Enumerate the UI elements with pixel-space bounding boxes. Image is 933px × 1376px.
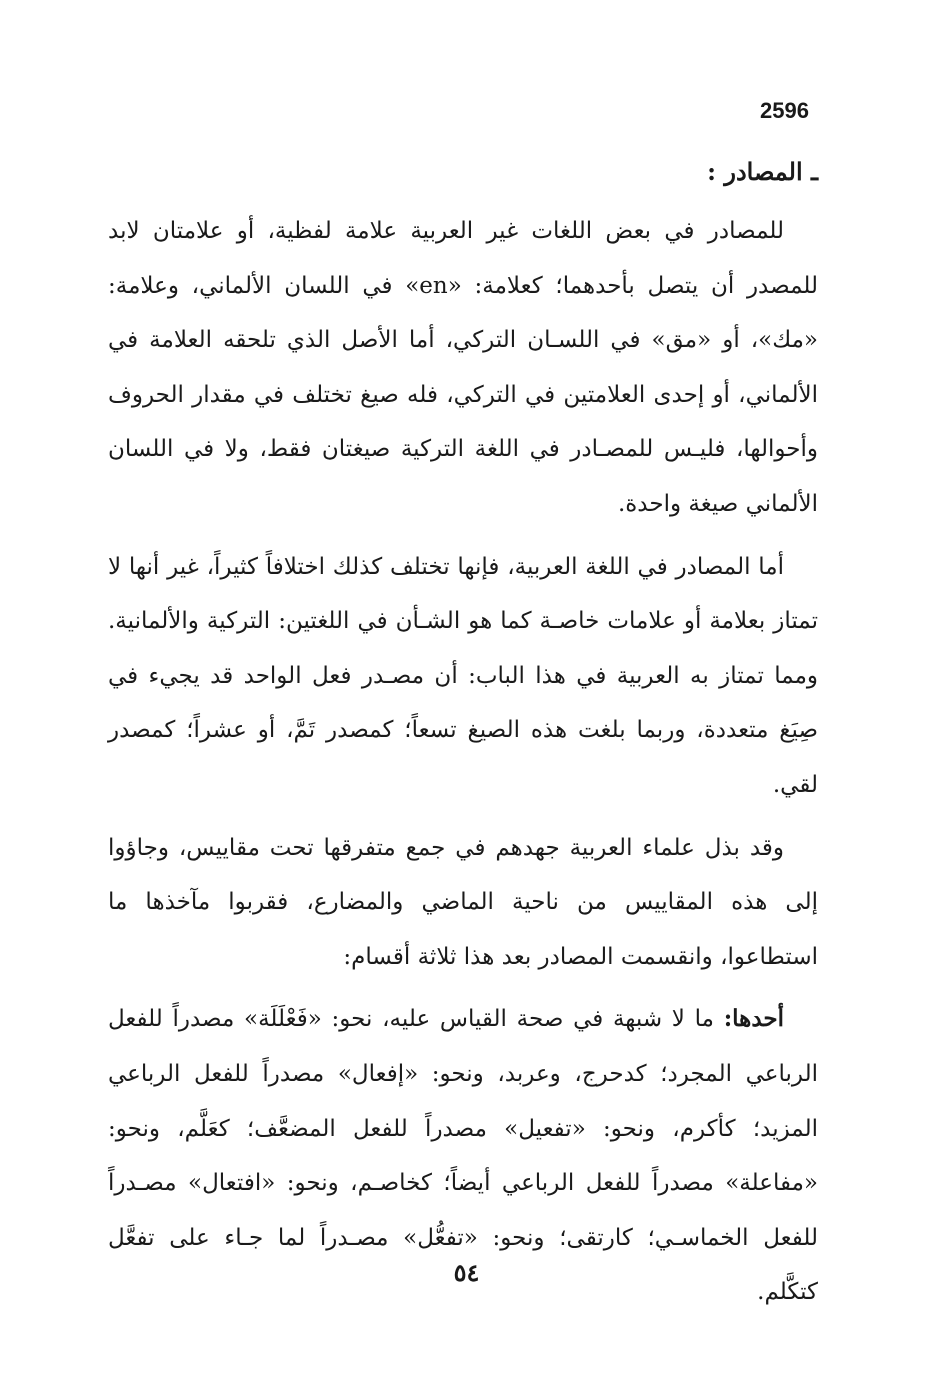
paragraph-lead-word: أحدها: <box>723 1005 784 1033</box>
paragraph: وقد بذل علماء العربية جهدهم في جمع متفرقها تحت مقاييس، وجاؤوا إلى هذه المقاييس من ناحية الماضي والمضارع، فقربوا مآخذها ما استطاعوا، وانقسمت المصادر بعد هذا ثلاثة أقسام: <box>108 834 818 970</box>
paragraph: أما المصادر في اللغة العربية، فإنها تختلف كذلك اختلافاً كثيراً، غير أنها لا تمتاز بعلامة أو علامات خاصـة كما هو الشـأن في اللغتين: التركية والألمانية. ومما تمتاز به العربية في هذا الباب: أن مصـدر فعل الواحد قد يجيء في صِيَغ متعددة، وربما بلغت هذه الصيغ تسعاً؛ كمصدر تَمَّ، أو عشراً؛ كمصدر لقي. <box>108 553 818 798</box>
paragraph-body: ما لا شبهة في صحة القياس عليه، نحو: «فَعْلَلَة» مصدراً للفعل الرباعي المجرد؛ كدحرج، وعربد، ونحو: «إفعال» مصدراً للفعل الرباعي المزيد؛ كأكرم، ونحو: «تفعيل» مصدراً للفعل المضعَّف؛ كعَلَّم، ونحو: «مفاعلة» مصدراً للفعل الرباعي أيضاً؛ كخاصـم، ونحو: «افتعال» مصـدراً للفعل الخماسـي؛ كارتقى؛ ونحو: «تفعُّل» مصـدراً لما جـاء على تفعَّل كتكَّلم. <box>108 1006 818 1306</box>
body-text <box>108 148 818 1328</box>
page-number: ٥٤ <box>453 1258 480 1287</box>
paragraph: للمصادر في بعض اللغات غير العربية علامة لفظية، أو علامتان لابد للمصدر أن يتصل بأحدهما؛ كعلامة: «en» في اللسان الألماني، وعلامة: «مك»، أو «مق» في اللسـان التركي، أما الأصل الذي تلحقه العلامة في الألماني، أو إحدى العلامتين في التركي، فله صيغ تختلف في مقدار الحروف وأحوالها، فليـس للمصـادر في اللغة التركية صيغتان فقط، ولا في اللسان الألماني صيغة واحدة. <box>108 218 818 517</box>
reference-number: 2596 <box>760 98 809 123</box>
section-heading: ـ المصادر : <box>707 157 818 186</box>
